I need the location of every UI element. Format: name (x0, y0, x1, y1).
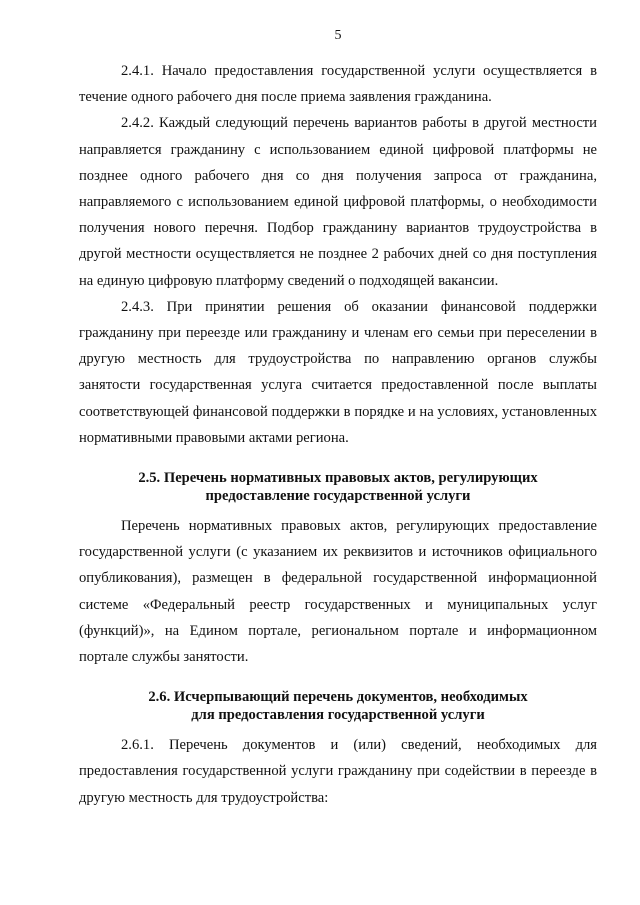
paragraph-2-5: Перечень нормативных правовых актов, регулирующих предоставление государственной услуги (с указанием их реквизитов и источников официального опубликования), размещен в федеральной государственной информационной системе «Федеральный реестр государственных и муниципальных услуг (функций)», на Едином портале, региональном портале и информационном портале службы занятости. (79, 518, 597, 666)
section-2-6-heading-line1: 2.6. Исчерпывающий перечень документов, необходимых (148, 689, 528, 706)
section-2-6-heading-line2: для предоставления государственной услуги (191, 707, 485, 724)
section-2-6-heading (79, 688, 597, 724)
document-page (79, 28, 597, 811)
section-2-5-heading-line2: предоставление государственной услуги (205, 488, 471, 505)
paragraph-2-4-2: 2.4.2. Каждый следующий перечень вариантов работы в другой местности направляется гражданину с использованием единой цифровой платформы не позднее одного рабочего дня со дня получения запроса от гражданина, направляемого с использованием единой цифровой платформы, о необходимости получения нового перечня. Подбор гражданину вариантов трудоустройства в другой местности осуществляется не позднее 2 рабочих дней со дня поступления на единую цифровую платформу сведений о подходящей вакансии. (79, 115, 597, 289)
paragraph-2-4-1: 2.4.1. Начало предоставления государственной услуги осуществляется в течение одного рабочего дня после приема заявления гражданина. (79, 63, 597, 106)
paragraph-2-6-1: 2.6.1. Перечень документов и (или) сведений, необходимых для предоставления государственной услуги гражданину при содействии в переезде в другую местность для трудоустройства: (79, 737, 597, 806)
page-number: 5 (334, 28, 342, 43)
section-2-5-heading-line1: 2.5. Перечень нормативных правовых актов, регулирующих (138, 470, 538, 487)
section-2-5-heading (79, 469, 597, 505)
paragraph-2-4-3: 2.4.3. При принятии решения об оказании финансовой поддержки гражданину при переезде или гражданину и членам его семьи при переселении в другую местность для трудоустройства по направлению органов службы занятости государственная услуга считается предоставленной после выплаты соответствующей финансовой поддержки в порядке и на условиях, установленных нормативными правовыми актами региона. (79, 298, 597, 446)
